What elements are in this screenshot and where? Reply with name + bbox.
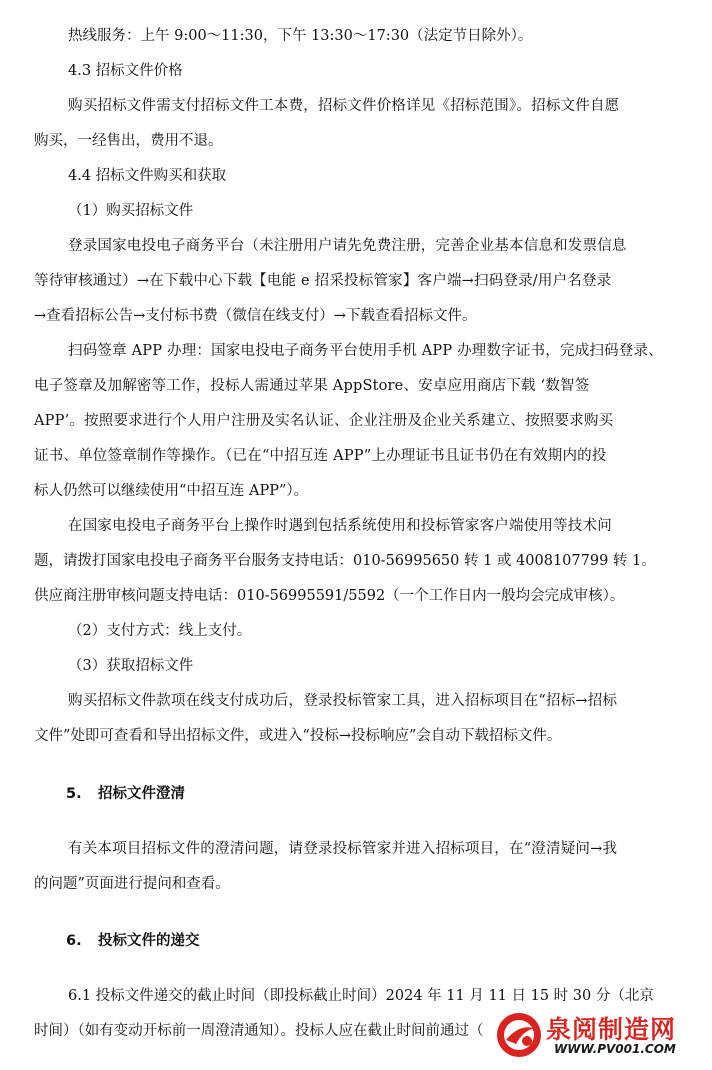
- paragraph-line: 供应商注册审核问题支持电话：010-56995591/5592（一个工作日内一般均会完成审核）。: [34, 588, 625, 604]
- list-item-heading: （1）购买招标文件: [68, 203, 194, 219]
- paragraph-line: 热线服务：上午 9:00～11:30，下午 13:30～17:30（法定节日除外）。: [68, 28, 533, 44]
- paragraph-line: 标人仍然可以继续使用“中招互连 APP”）。: [34, 483, 309, 499]
- paragraph-line: 等待审核通过）→在下载中心下载【电能 e 招采投标管家】客户端→扫码登录/用户名登录: [34, 273, 612, 289]
- paragraph-line: 扫码签章 APP 办理：国家电投电子商务平台使用手机 APP 办理数字证书，完成扫码登录、: [68, 343, 663, 359]
- section-number: 6.: [66, 933, 82, 949]
- section-title: 投标文件的递交: [98, 933, 200, 949]
- section-number: 5.: [66, 786, 82, 802]
- paragraph-line: →查看招标公告→支付标书费（微信在线支付）→下载查看招标文件。: [34, 308, 477, 324]
- paragraph-line: 证书、单位签章制作等操作。（已在“中招互连 APP”上办理证书且证书仍在有效期内的投: [34, 448, 607, 464]
- section-subheading: 4.4 招标文件购买和获取: [68, 168, 227, 184]
- section-title: 招标文件澄清: [98, 786, 185, 802]
- paragraph-line: 的问题”页面进行提问和查看。: [34, 876, 230, 892]
- paragraph-line: APP’。按照要求进行个人用户注册及实名认证、企业注册及企业关系建立、按照要求购买: [34, 413, 614, 429]
- paragraph-line: 购买招标文件需支付招标文件工本费，招标文件价格详见《招标范围》。招标文件自愿: [68, 98, 620, 114]
- section-heading-5: [0, 784, 712, 804]
- watermark-url: WWW.PV001.COM: [554, 1042, 676, 1056]
- section-heading-6: [0, 931, 712, 951]
- paragraph-line: 购买招标文件款项在线支付成功后，登录投标管家工具，进入招标项目在“招标→招标: [68, 693, 618, 709]
- paragraph-line: 登录国家电投电子商务平台（未注册用户请先免费注册，完善企业基本信息和发票信息: [68, 238, 627, 254]
- circular-red-swoosh-logo-icon: [494, 1010, 544, 1060]
- paragraph-line: 文件”处即可查看和导出招标文件，或进入“投标→投标响应”会自动下载招标文件。: [34, 728, 562, 744]
- paragraph-line: 时间）（如有变动开标前一周澄清通知）。投标人应在截止时间前通过（: [34, 1023, 484, 1039]
- paragraph-line: 购买，一经售出，费用不退。: [34, 133, 223, 149]
- site-watermark: [494, 1008, 704, 1064]
- paragraph-line: 电子签章及加解密等工作，投标人需通过苹果 AppStore、安卓应用商店下载 ‘数智签: [34, 378, 590, 394]
- section-subheading: 4.3 招标文件价格: [68, 63, 183, 79]
- paragraph-line: 有关本项目招标文件的澄清问题，请登录投标管家并进入招标项目，在“澄清疑问→我: [68, 841, 618, 857]
- list-item-heading: （2）支付方式：线上支付。: [68, 623, 252, 639]
- list-item-heading: （3）获取招标文件: [68, 658, 194, 674]
- paragraph-line: 题，请拨打国家电投电子商务平台服务支持电话：010-56995650 转 1 或 4008107799 转 1。: [34, 553, 656, 569]
- paragraph-line: 6.1 投标文件递交的截止时间（即投标截止时间）2024 年 11 月 11 日 15 时 30 分（北京: [68, 988, 654, 1004]
- paragraph-line: 在国家电投电子商务平台上操作时遇到包括系统使用和投标管家客户端使用等技术问: [68, 518, 612, 534]
- watermark-title: 泉阅制造网: [546, 1015, 677, 1044]
